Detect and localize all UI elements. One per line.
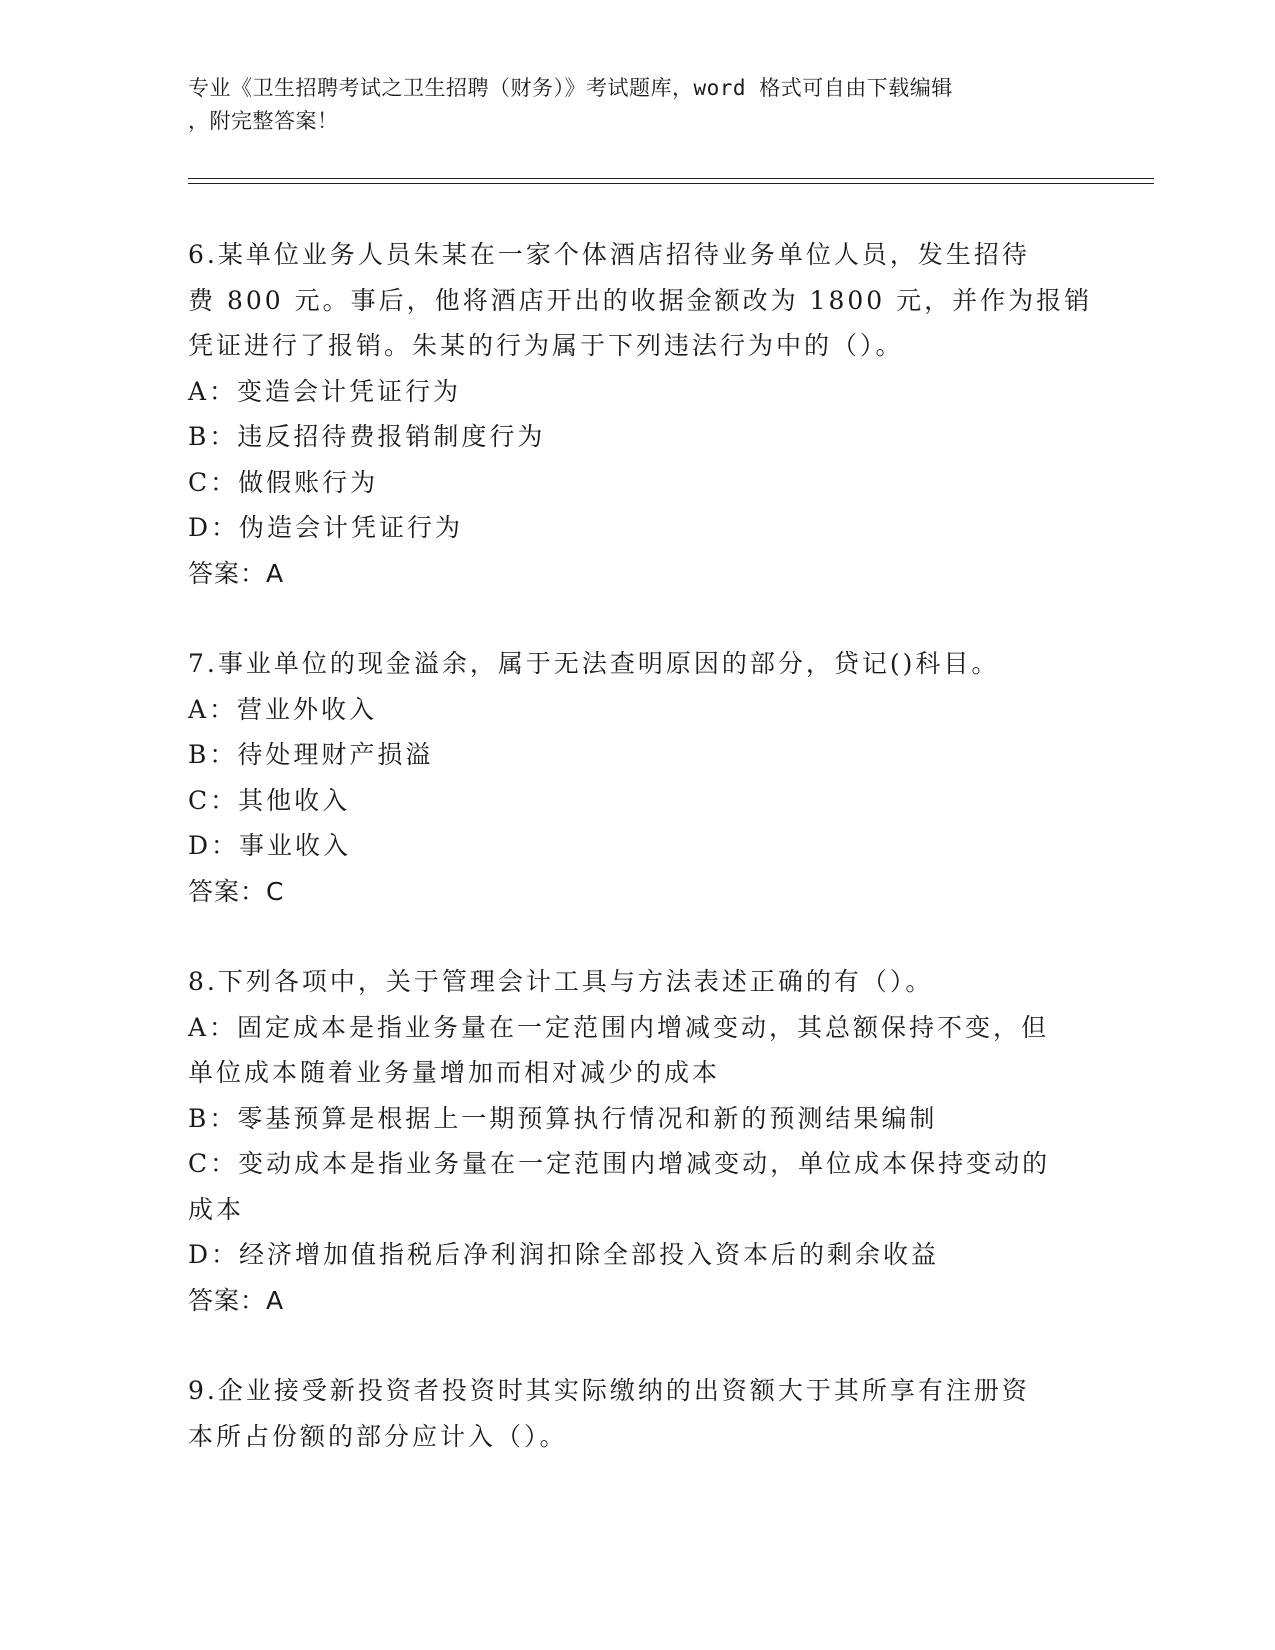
option-c: C：其他收入 <box>188 785 351 815</box>
option-a: A：固定成本是指业务量在一定范围内增减变动，其总额保持不变，但 <box>188 1012 1050 1042</box>
header-divider-top <box>188 178 1154 179</box>
answer: 答案：A <box>188 558 285 588</box>
option-c-continued: 成本 <box>188 1194 245 1224</box>
option-d: D：经济增加值指税后净利润扣除全部投入资本后的剩余收益 <box>188 1240 940 1269</box>
answer: 答案：A <box>188 1285 285 1315</box>
question-stem-line: 费 800 元。事后，他将酒店开出的收据金额改为 1800 元，并作为报销 <box>188 285 1093 315</box>
question-stem-line: 凭证进行了报销。朱某的行为属于下列违法行为中的（）。 <box>188 331 904 360</box>
header-divider-bottom <box>188 183 1154 184</box>
question-stem-line: 本所占份额的部分应计入（）。 <box>188 1421 568 1451</box>
option-c: C：做假账行为 <box>188 467 379 497</box>
option-d: D：事业收入 <box>188 831 352 860</box>
question-stem-line: 9.企业接受新投资者投资时其实际缴纳的出资额大于其所享有注册资 <box>188 1376 1030 1405</box>
question-8 <box>188 959 1088 1323</box>
option-d: D：伪造会计凭证行为 <box>188 513 464 542</box>
question-stem-line: 6.某单位业务人员朱某在一家个体酒店招待业务单位人员，发生招待 <box>188 240 1030 269</box>
header-line-1: 专业《卫生招聘考试之卫生招聘（财务）》考试题库，word 格式可自由下载编辑 <box>188 76 953 100</box>
option-a-continued: 单位成本随着业务量增加而相对减少的成本 <box>188 1058 721 1087</box>
option-b: B：待处理财产损溢 <box>188 740 434 769</box>
header-line-2: ，附完整答案！ <box>188 109 339 133</box>
question-9 <box>188 1368 1088 1459</box>
question-stem-line: 7.事业单位的现金溢余，属于无法查明原因的部分，贷记()科目。 <box>188 649 1000 678</box>
answer: 答案：C <box>188 876 285 906</box>
question-7 <box>188 641 1088 914</box>
option-b: B：违反招待费报销制度行为 <box>188 422 546 451</box>
question-stem-line: 8.下列各项中，关于管理会计工具与方法表述正确的有（）。 <box>188 967 934 996</box>
document-header <box>188 72 1068 138</box>
option-b: B：零基预算是根据上一期预算执行情况和新的预测结果编制 <box>188 1103 938 1133</box>
option-a: A：营业外收入 <box>188 694 378 724</box>
option-a: A：变造会计凭证行为 <box>188 376 462 406</box>
question-list <box>188 232 1093 1504</box>
question-6 <box>188 232 1093 596</box>
option-c: C：变动成本是指业务量在一定范围内增减变动，单位成本保持变动的 <box>188 1149 1051 1178</box>
